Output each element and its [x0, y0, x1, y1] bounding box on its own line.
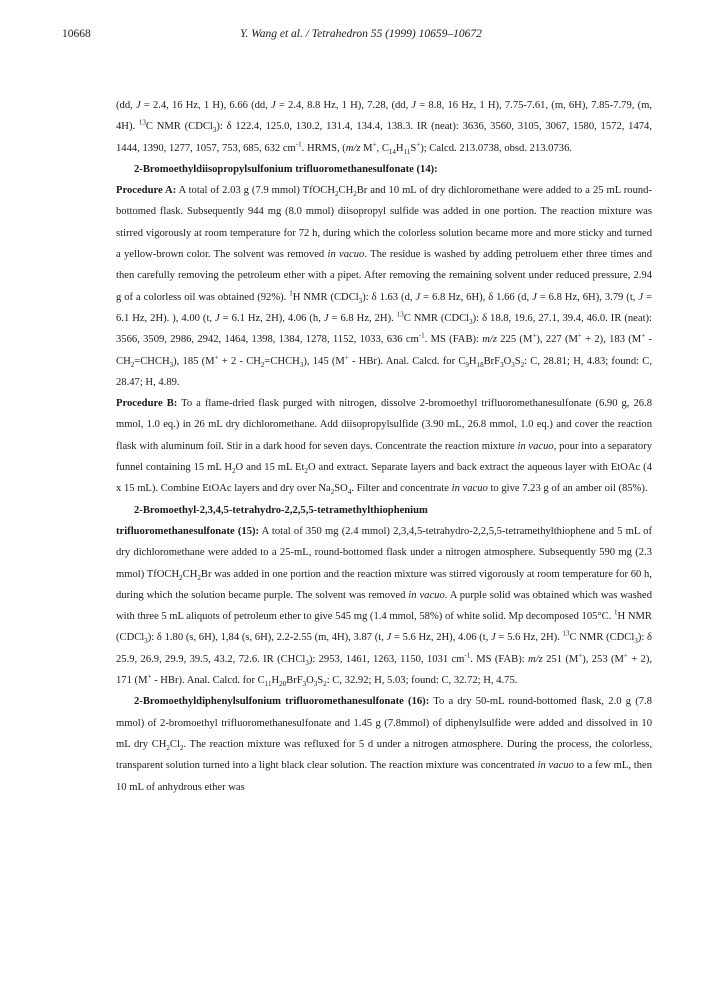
paragraph-spectral-data: (dd, J = 2.4, 16 Hz, 1 H), 6.66 (dd, J = 2.4, 8.8 Hz, 1 H), 7.28, (dd, J = 8.8, 16 Hz, 1 H), 7.75-7.61, (m, 6H), 7.85-7.79, (m, 4H). $^{13}$C NMR (CDCl$_3$): δ 122.4, 125.0, 130.2, 131.4, 134.4, 138.3. IR (neat): 3636, 3560, 3105, 3067, 1580, 1572, 1474, 1444, 1390, 1277, 1057, 753, 685, 632 $cm^{-1}$. HRMS, (m/z M+, $C_{14}H_{11}S^+$); Calcd. 213.0738, obsd. 213.0736.: [116, 100, 652, 156]
procedure-b: Procedure B: To a flame-dried flask purged with nitrogen, dissolve 2-bromoethyl trifluoromethanesulfonate (6.90 g, 26.8 mmol, 1.0 eq.) in 26 mL dry dichloromethane. Add diisopropylsulfide (3.90 mL, 26.8 mmol, 1.0 eq.) and cover the reaction flask with aluminum foil. Stir in a dark hood for seven days. Concentrate the reaction mixture in vacuo, pour into a separatory funnel containing 15 mL $H_2O$ and 15 mL $Et_2O$ and extract. Separate layers and back extract the aqueous layer with EtOAc (4 x 15 mL). Combine EtOAc layers and dry over $Na_2SO_4$. Filter and concentrate in vacuo to give 7.23 g of an amber oil (85%).: [116, 398, 653, 497]
compound-15-title: 2-Bromoethyl-2,3,4,5-tetrahydro-2,2,5,5-tetramethylthiophenium: [134, 504, 428, 516]
procedure-a: Procedure A: A total of 2.03 g (7.9 mmol) $TfOCH_2CH_2Br$ and 10 mL of dry dichloromethane were added to a 25 mL round-bottomed flask. Subsequently 944 mg (8.0 mmol) diisopropyl sulfide was added in one portion. The reaction mixture was stirred vigorously at room temperature for 72 h, during which the colorless solution became more and more sticky and turned a yellow-brown color. The solvent was removed in vacuo. The residue is washed by adding petroluem ether three times and then carefully removing the petroleum ether with a pipet. After removing the remaining solvent under reduced pressure, 2.94 g of a colorless oil was obtained (92%). $^1$H NMR (CDCl$_3$): δ 1.63 (d, J = 6.8 Hz, 6H), δ 1.66 (d, J = 6.8 Hz, 6H), 3.79 (t, J = 6.1 Hz, 2H). ), 4.00 (t, J = 6.1 Hz, 2H), 4.06 (h, J = 6.8 Hz, 2H). $^{13}$C NMR (CDCl$_3$): δ 18.8, 19.6, 27.1, 39.4, 46.0. IR (neat): 3566, 3509, 2986, 2942, 1464, 1398, 1384, 1278, 1152, 1033, 636 $cm^{-1}$. MS (FAB): m/z 225 (M+), 227 (M+ + 2), 183 $(M^+ - CH_2=CHCH_3)$, 185 $(M^+ + 2 - CH_2=CHCH_3)$, 145 (M+ - HBr). Anal. Calcd. for $C_9H_{18}BrF_3O_3S_2$: C, 28.81; H, 4.83; found: C, 28.47; H, 4.89.: [116, 185, 653, 388]
compound-15-procedure: trifluoromethanesulfonate (15): A total of 350 mg (2.4 mmol) 2,3,4,5-tetrahydro-2,2,5,5-tetramethylthiophene and 5 mL of dry dichloromethane were added to a 25-mL, round-bottomed flask under a nitrogen atmosphere. Subsequently 590 mg (2.3 mmol) $TfOCH_2CH_2Br$ was added in one portion and the reaction mixture was stirred vigorously at room temperature for 60 h, during which the solution became purple. The solvent was removed in vacuo. A purple solid was obtained which was washed with three 5 mL aliquots of petroleum ether to give 545 mg (1.4 mmol, 58%) of white solid. Mp decomposed 105°C. $^1$H NMR (CDCl$_3$): δ 1.80 (s, 6H), 1,84 (s, 6H), 2.2-2.55 (m, 4H), 3.87 (t, J = 5.6 Hz, 2H), 4.06 (t, J = 5.6 Hz, 2H). $^{13}$C NMR (CDCl$_3$): δ 25.9, 26.9, 29.9, 39.5, 43.2, 72.6. IR (CHCl$_3$): 2953, 1461, 1263, 1150, 1031 $cm^{-1}$. MS (FAB): m/z 251 (M+), 253 (M+ + 2), 171 (M+ - HBr). Anal. Calcd. for $C_{11}H_{20}BrF_3O_3S_2$: C, 32.92; H, 5.03; found: C, 32.72; H, 4.75.: [116, 525, 653, 689]
compound-14-title: 2-Bromoethyldiisopropylsulfonium trifluoromethanesulfonate (14):: [134, 163, 438, 175]
running-title: Y. Wang et al. / Tetrahedron 55 (1999) 10659–10672: [240, 28, 482, 40]
page-number: 10668: [62, 28, 91, 40]
body-text: [116, 95, 652, 798]
page-header: [62, 28, 660, 46]
compound-16-procedure: 2-Bromoethyldiphenylsulfonium trifluoromethanesulfonate (16): To a dry 50-mL round-bottomed flask, 2.0 g (7.8 mmol) of 2-bromoethyl trifluoromethanesulfonate and 1.45 g (7.8mmol) of diphenylsulfide were added and dissolved in 10 mL dry $CH_2Cl_2$. The reaction mixture was refluxed for 5 d under a nitrogen atmosphere. During the process, the colorless, transparent solution turned into a light black clear solution. The reaction mixture was concentrated in vacuo to a few mL, then 10 mL of anhydrous ether was: [116, 696, 653, 793]
